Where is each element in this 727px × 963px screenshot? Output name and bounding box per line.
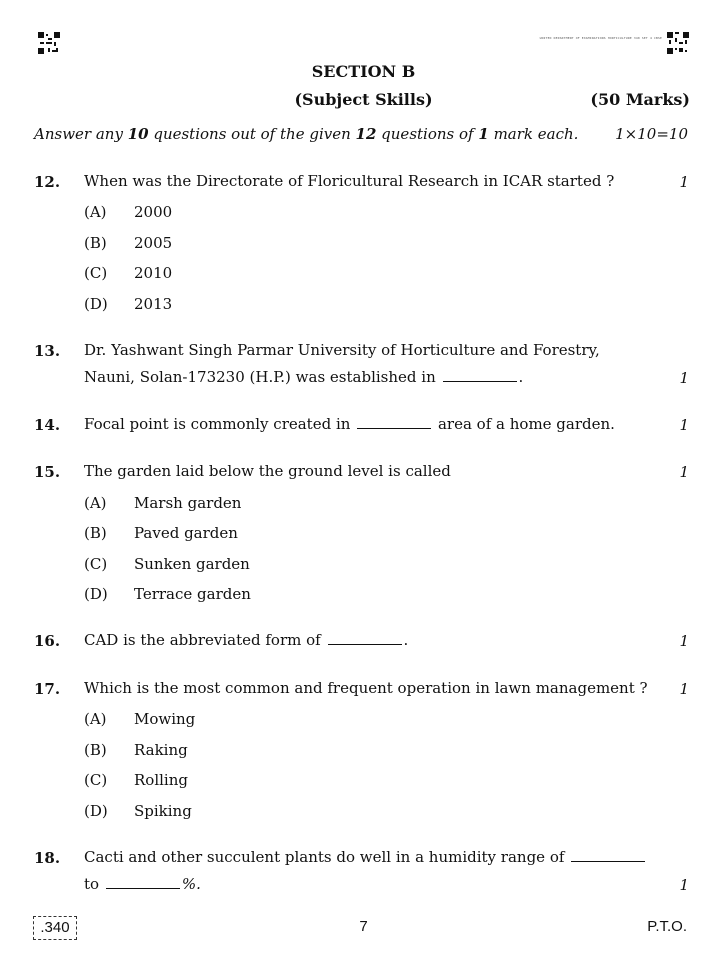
option-label: (B) [84,741,107,759]
question-text: Focal point is commonly created in area of a home garden. [84,415,615,433]
question-text: CAD is the abbreviated form of . [84,631,409,649]
option-text: 2010 [134,264,173,282]
question-text: The garden laid below the ground level is called [84,462,451,480]
section-subtitle: (Subject Skills) [294,90,433,109]
question-number: 16. [34,632,61,650]
answer-blank [571,860,645,862]
section-title: SECTION B [311,62,416,81]
qr-code-left [38,32,60,54]
option-text: 2005 [134,234,173,252]
question-number: 15. [34,463,61,481]
option-label: (D) [84,295,108,313]
question-text: Which is the most common and frequent operation in lawn management ? [84,679,648,697]
paper-code: .340 [33,916,77,940]
option-text: 2013 [134,295,173,313]
question-mark: 1 [679,632,689,650]
question-number: 12. [34,173,61,191]
question-number: 18. [34,849,61,867]
option-label: (D) [84,585,108,603]
option-text: Spiking [134,802,192,820]
option-label: (B) [84,524,107,542]
instruction-text: Answer any 10 questions out of the given 12 questions of 1 mark each. [34,125,579,143]
question-mark: 1 [679,680,689,698]
option-label: (A) [84,494,107,512]
question-mark: 1 [679,463,689,481]
answer-blank [106,887,180,889]
question-mark: 1 [679,416,689,434]
option-label: (B) [84,234,107,252]
option-label: (C) [84,771,108,789]
pto-label: P.T.O. [647,918,687,935]
option-text: Raking [134,741,188,759]
question-text: Dr. Yashwant Singh Parmar University of Horticulture and Forestry, [84,341,600,359]
answer-blank [443,380,517,382]
answer-blank [357,427,431,429]
question-number: 17. [34,680,61,698]
section-marks: (50 Marks) [590,90,690,109]
qr-code-left-icon [38,32,60,54]
option-text: Terrace garden [134,585,251,603]
question-mark: 1 [679,369,689,387]
question-mark: 1 [679,173,689,191]
question-number: 14. [34,416,61,434]
question-number: 13. [34,342,61,360]
question-text: When was the Directorate of Floricultural Research in ICAR started ? [84,172,615,190]
question-mark: 1 [679,876,689,894]
option-text: Paved garden [134,524,238,542]
question-text: Cacti and other succulent plants do well in a humidity range of [84,844,654,871]
option-label: (C) [84,264,108,282]
instruction-marks: 1×10=10 [615,125,688,143]
option-text: Rolling [134,771,188,789]
option-label: (D) [84,802,108,820]
qr-code-right-icon [667,32,689,54]
barcode-text: UNITED DEPARTMENT OF EXAMINATIONS HORTICULTURE 340 SET 4 CBSE [539,36,662,40]
question-text-line2: Nauni, Solan-173230 (H.P.) was established in . [84,368,524,386]
option-label: (A) [84,710,107,728]
question-text-line2: to %. [84,875,201,893]
page-number: 7 [359,918,368,935]
option-text: 2000 [134,203,173,221]
option-label: (C) [84,555,108,573]
option-text: Sunken garden [134,555,250,573]
answer-blank [328,643,402,645]
option-text: Mowing [134,710,196,728]
option-text: Marsh garden [134,494,242,512]
option-label: (A) [84,203,107,221]
qr-code-right [667,32,689,54]
